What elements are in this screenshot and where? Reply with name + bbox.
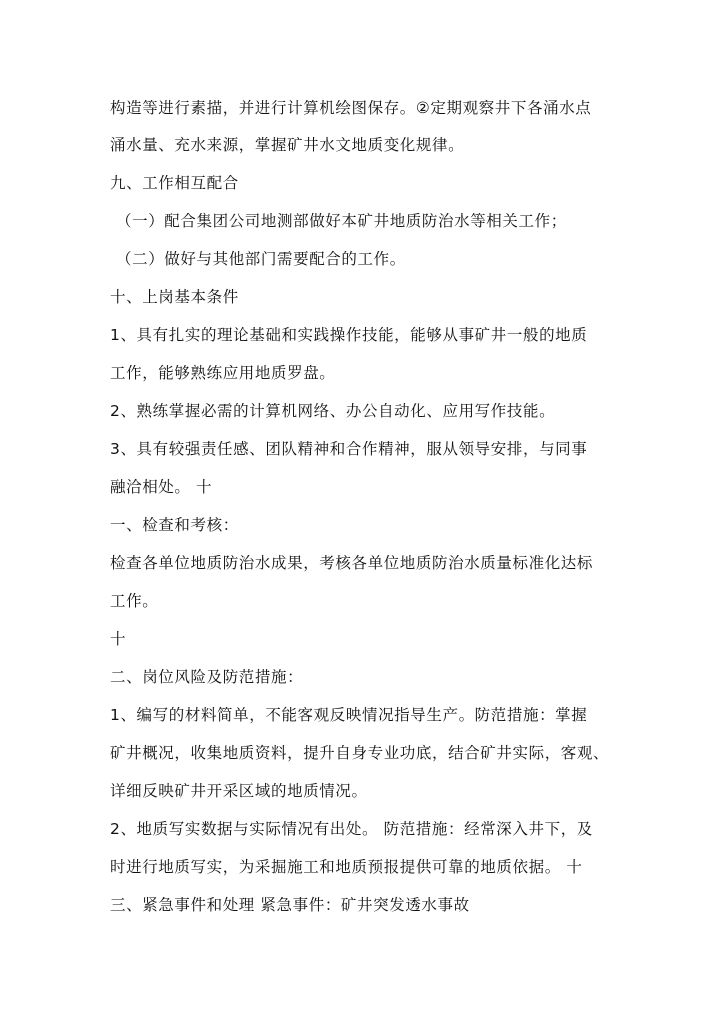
- text-line-1: 构造等进行素描，并进行计算机绘图保存。②定期观察井下各涌水点: [110, 99, 592, 117]
- text-line-4: （一）配合集团公司地测部做好本矿井地质防治水等相关工作；: [116, 212, 567, 230]
- text-line-10: 3、具有较强责任感、团队精神和合作精神，服从领导安排，与同事: [110, 440, 588, 458]
- text-line-9: 2、熟练掌握必需的计算机网络、办公自动化、应用写作技能。: [110, 402, 556, 420]
- text-line-20: 2、地质写实数据与实际情况有出处。 防范措施：经常深入井下，及: [110, 820, 593, 838]
- text-line-11: 融洽相处。 十: [110, 478, 213, 496]
- heading-section-12: 二、岗位风险及防范措施：: [110, 668, 304, 686]
- heading-section-9: 九、工作相互配合: [110, 174, 239, 192]
- heading-section-10: 十、上岗基本条件: [110, 288, 239, 306]
- text-line-17: 1、编写的材料简单，不能客观反映情况指导生产。防范措施：掌握: [110, 706, 588, 724]
- text-line-2: 涌水量、充水来源，掌握矿井水文地质变化规律。: [110, 136, 465, 154]
- text-line-14: 工作。: [110, 592, 159, 610]
- text-line-18: 矿井概况，收集地质资料，提升自身专业功底，结合矿井实际，客观、: [110, 744, 610, 762]
- text-line-21: 时进行地质写实，为采掘施工和地质预报提供可靠的地质依据。 十: [110, 858, 583, 876]
- text-line-19: 详细反映矿井开采区域的地质情况。: [110, 782, 368, 800]
- heading-section-11: 一、检查和考核：: [110, 516, 239, 534]
- text-line-15: 十: [110, 630, 127, 648]
- text-line-5: （二）做好与其他部门需要配合的工作。: [116, 250, 406, 268]
- text-line-13: 检查各单位地质防治水成果，考核各单位地质防治水质量标准化达标: [110, 554, 594, 572]
- text-line-7: 1、具有扎实的理论基础和实践操作技能，能够从事矿井一般的地质: [110, 326, 588, 344]
- heading-section-13: 三、紧急事件和处理 紧急事件：矿井突发透水事故: [110, 896, 470, 914]
- text-line-8: 工作，能够熟练应用地质罗盘。: [110, 364, 336, 382]
